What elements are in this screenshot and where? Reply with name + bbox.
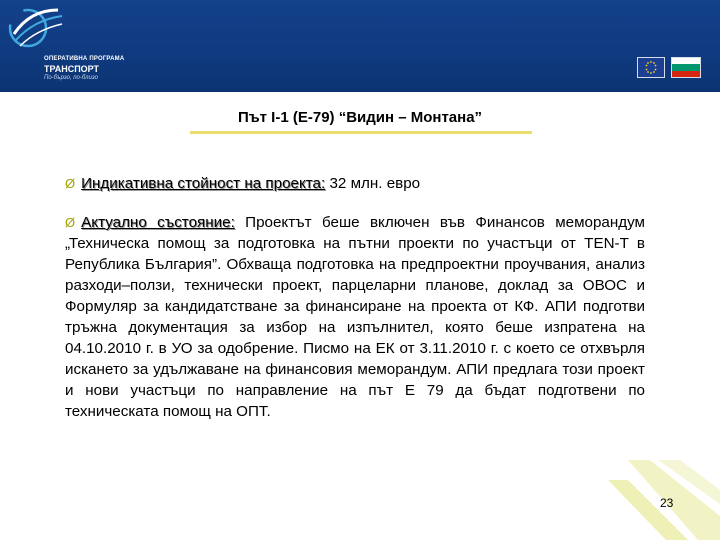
bullet-label: Актуално състояние: [81, 214, 235, 231]
bullet-label: Индикативна стойност на проекта: [81, 175, 326, 192]
eu-flag-icon [637, 57, 665, 78]
bullet-current-status [65, 212, 645, 422]
program-logo [6, 4, 136, 88]
bullet-arrow-icon: Ø [65, 176, 76, 191]
bullet-indicative-value [65, 173, 645, 194]
slide-title: Път I-1 (Е-79) “Видин – Монтана” [237, 109, 483, 126]
bullet-text: Проектът беше включен във Финансов меморандум „Техническа помощ за подготовка на пътни проекти по участъци от TEN-T в Република България”. Обхваща подготовка на предпроектни проучвания, анализ разходи–ползи, технически проект, парцеларни планове, доклад за ОВОС и Формуляр за кандидатстване за финансиране на проекта от КФ. АПИ подготви тръжна документация за избор на изпълнител, която беше изпратена на 04.10.2010 г. в УО за одобрение. Писмо на ЕК от 3.11.2010 г. с което се отхвърля искането за удължаване на финансовия меморандум. АПИ предлага този проект и нови участъци по направление на път Е 79 да бъдат подготвени по техническата помощ на ОПТ. [65, 214, 645, 420]
corner-chevron-decoration [588, 460, 720, 540]
title-underline [190, 131, 532, 134]
logo-slogan-text: По-бързо, по-близо [44, 75, 98, 81]
logo-swoosh-icon [6, 4, 66, 64]
bullet-arrow-icon: Ø [65, 215, 76, 230]
page-number: 23 [660, 496, 674, 510]
logo-transport-text: ТРАНСПОРТ [44, 64, 100, 74]
bulgarian-flag-icon [671, 57, 701, 78]
bullet-text: 32 млн. евро [325, 175, 421, 192]
logo-program-text: ОПЕРАТИВНА ПРОГРАМА [44, 56, 125, 62]
header-banner [0, 0, 720, 92]
